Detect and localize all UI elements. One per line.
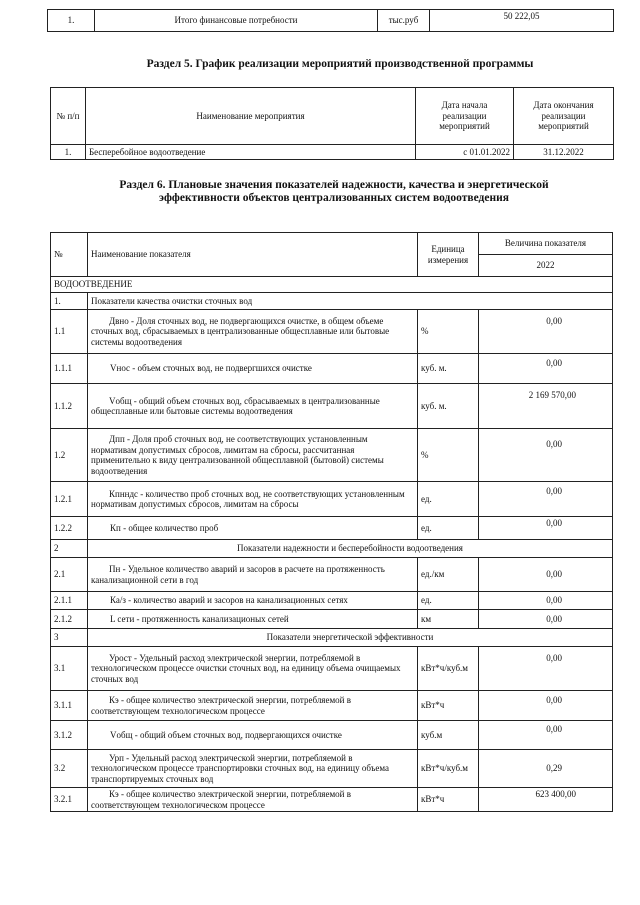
row-unit: ед./км [418,558,479,592]
header-year: 2022 [479,255,613,277]
row-name: Итого финансовые потребности [95,10,378,32]
row-number: 3.1 [51,647,88,691]
row-value: 0,00 [479,558,613,592]
indicators-table [50,232,613,812]
row-value: 0,00 [479,647,613,691]
row-number: 3.1.1 [51,691,88,721]
row-unit: кВт*ч/куб.м [418,750,479,788]
row-value: 0,00 [479,354,613,384]
row-unit: куб. м. [418,354,479,384]
row-name: Кэ - общее количество электрической энергии, потребляемой в соответствующем технологическом процессе [88,788,418,812]
row-unit: кВт*ч/куб.м [418,647,479,691]
table-row [51,429,613,482]
row-number: 1. [48,10,95,32]
row-number: 3.1.2 [51,721,88,750]
table-row [51,145,614,160]
schedule-table [50,87,614,160]
section6-title-line2: эффективности объектов централизованных систем водоотведения [159,192,509,204]
table-row [51,482,613,517]
row-unit: куб. м. [418,384,479,429]
header-end: Дата окончания реализации мероприятий [514,88,614,145]
row-number: 3 [51,629,88,647]
row-number: 2.1.2 [51,610,88,629]
row-number: 1.2 [51,429,88,482]
row-value: 50 222,05 [430,10,614,32]
section6-title [60,179,608,205]
row-number: 1.1.2 [51,384,88,429]
row-name: L сети - протяженность канализационых сетей [88,610,418,629]
row-value: 0,00 [479,691,613,721]
table-row [51,310,613,354]
table-row [51,691,613,721]
row-number: 3.2.1 [51,788,88,812]
group-row [51,293,613,310]
row-value: 0,00 [479,592,613,610]
group-name: Показатели энергетической эффективности [88,629,613,647]
row-number: 2.1.1 [51,592,88,610]
table-row [51,788,613,812]
row-value: 2 169 570,00 [479,384,613,429]
row-name: Vобщ - общий объем сточных вод, подвергающихся очистке [88,721,418,750]
table-header-row [51,88,614,145]
row-name: Кпнндс - количество проб сточных вод, не соответствующих установленным нормативам допустимых сбросов, лимитам на сбросы [88,482,418,517]
row-name: Урост - Удельный расход электрической энергии, потребляемой в технологическом процессе очистки сточных вод, на единицу объема очищаемых сточных вод [88,647,418,691]
row-number: 1. [51,293,88,310]
header-name: Наименование показателя [88,233,418,277]
group-row [51,629,613,647]
table-row [51,517,613,540]
row-number: 2.1 [51,558,88,592]
row-unit: % [418,310,479,354]
table-row [51,750,613,788]
row-value: 0,29 [479,750,613,788]
row-name: Кэ - общее количество электрической энергии, потребляемой в соответствующем технологическом процессе [88,691,418,721]
table-header-row [51,233,613,255]
row-number: 3.2 [51,750,88,788]
table-row [51,647,613,691]
table-row [51,354,613,384]
row-name: Vнос - объем сточных вод, не подвергшихся очистке [88,354,418,384]
section6-title-line1: Раздел 6. Плановые значения показателей надежности, качества и энергетической [119,179,549,191]
header-num: № [51,233,88,277]
row-unit: кВт*ч [418,788,479,812]
row-unit: куб.м [418,721,479,750]
group-name: Показатели надежности и бесперебойности водоотведения [88,540,613,558]
row-start: с 01.01.2022 [416,145,514,160]
row-unit: ед. [418,482,479,517]
row-unit: ед. [418,517,479,540]
row-name: Пн - Удельное количество аварий и засоров в расчете на протяженность канализационной сети в год [88,558,418,592]
row-number: 1.2.2 [51,517,88,540]
table-row [48,10,614,32]
row-value: 0,00 [479,429,613,482]
header-start: Дата начала реализации мероприятий [416,88,514,145]
header-num: № п/п [51,88,86,145]
header-unit: Единица измерения [418,233,479,277]
row-number: 1. [51,145,86,160]
row-unit: % [418,429,479,482]
table-row [51,592,613,610]
header-name: Наименование мероприятия [86,88,416,145]
row-value: 0,00 [479,517,613,540]
row-end: 31.12.2022 [514,145,614,160]
row-unit: ед. [418,592,479,610]
row-number: 1.1 [51,310,88,354]
table-row [51,610,613,629]
row-value: 0,00 [479,482,613,517]
row-value: 623 400,00 [479,788,613,812]
row-name: Ка/з - количество аварий и засоров на канализационных сетях [88,592,418,610]
table-row [51,384,613,429]
row-value: 0,00 [479,310,613,354]
section5-title: Раздел 5. График реализации мероприятий производственной программы [146,58,534,70]
row-unit: км [418,610,479,629]
header-value: Величина показателя [479,233,613,255]
row-value: 0,00 [479,721,613,750]
row-name: Бесперебойное водоотведение [86,145,416,160]
category-row [51,277,613,293]
row-value: 0,00 [479,610,613,629]
row-unit: тыс.руб [378,10,430,32]
category-label: ВОДООТВЕДЕНИЕ [51,277,613,293]
row-name: Vобщ - общий объем сточных вод, сбрасываемых в централизованные общесплавные или бытовые системы водоотведения [88,384,418,429]
table-row [51,721,613,750]
row-name: Двно - Доля сточных вод, не подвергающихся очистке, в общем объеме сточных вод, сбрасываемых в централизованные общесплавные или бытовые системы водоотведения [88,310,418,354]
row-name: Урп - Удельный расход электрической энергии, потребляемой в технологическом процессе транспортировки сточных вод, на единицу объема транспортируемых сточных вод [88,750,418,788]
group-name: Показатели качества очистки сточных вод [88,293,613,310]
table-row [51,558,613,592]
row-name: Кп - общее количество проб [88,517,418,540]
row-number: 1.2.1 [51,482,88,517]
row-number: 2 [51,540,88,558]
row-name: Дпп - Доля проб сточных вод, не соответствующих установленным нормативам допустимых сбросов, лимитам на сбросы, рассчитанная применительно к виду централизованной общесплавной (бытовой) системы водоотведения [88,429,418,482]
group-row [51,540,613,558]
financial-total-table [47,9,614,32]
row-number: 1.1.1 [51,354,88,384]
row-unit: кВт*ч [418,691,479,721]
